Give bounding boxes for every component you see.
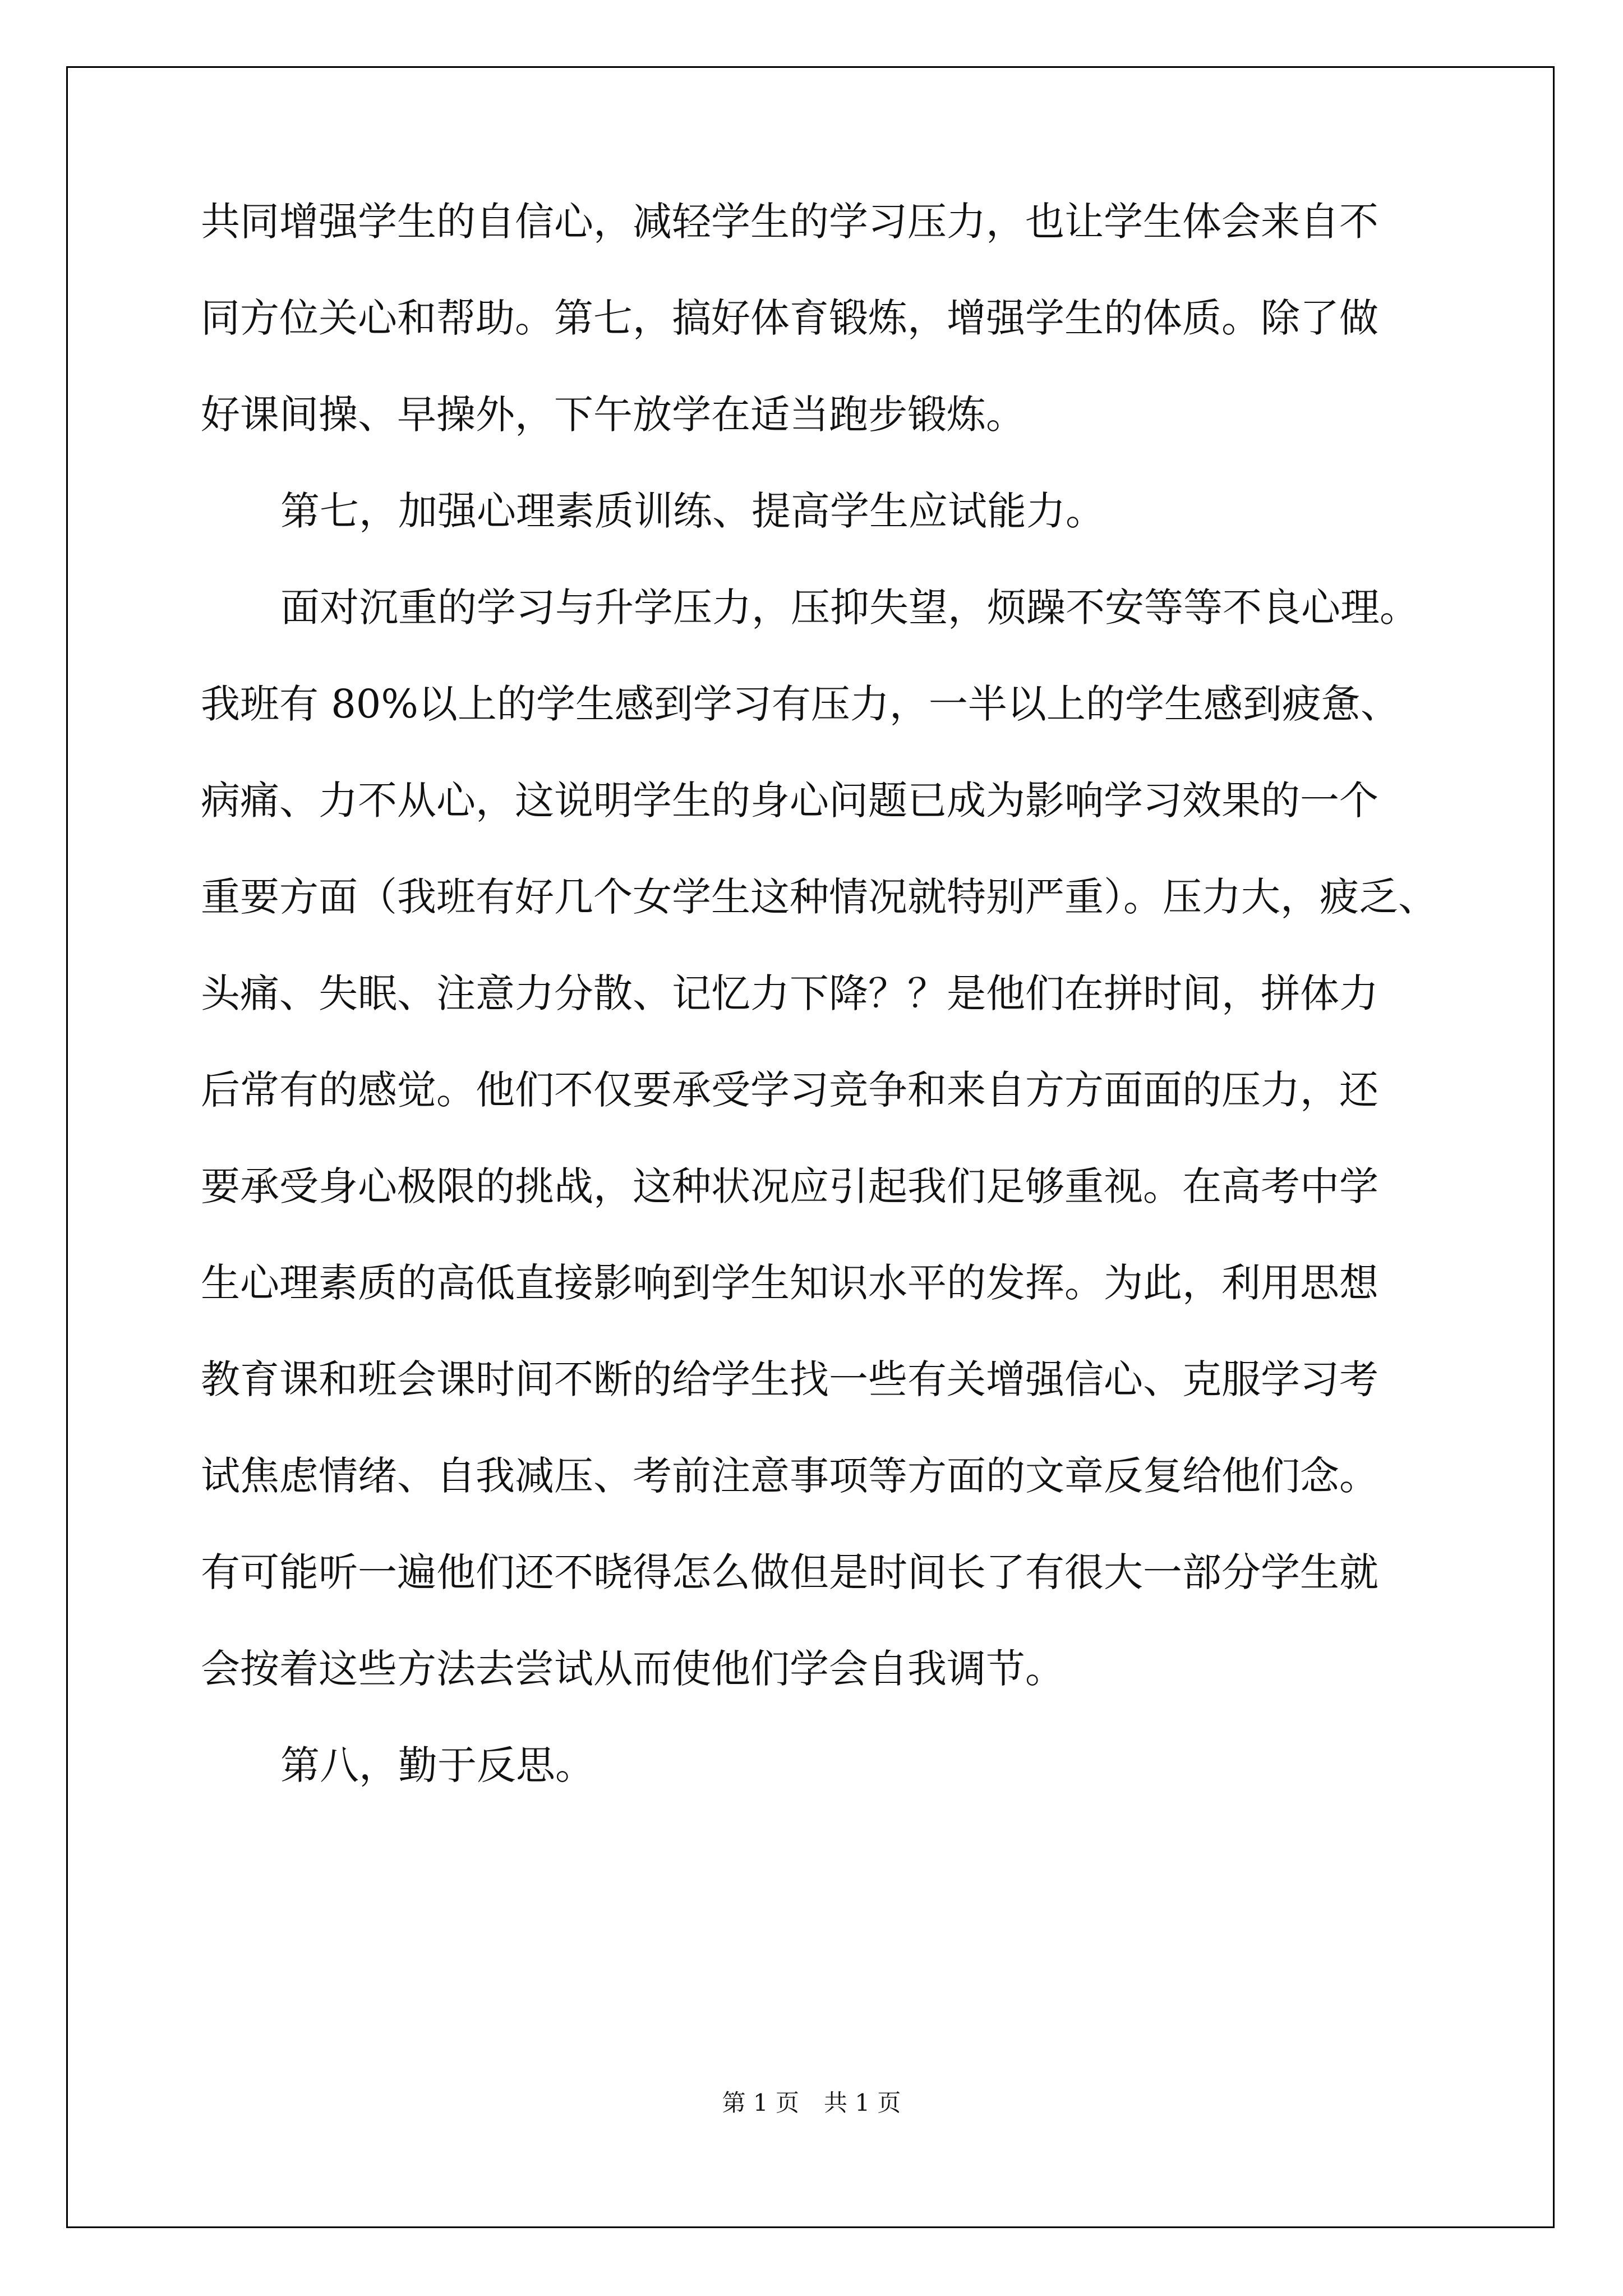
text-line: 后常有的感觉。他们不仅要承受学习竞争和来自方方面面的压力，还 [201, 1067, 1378, 1113]
text-line: 同方位关心和帮助。第七，搞好体育锻炼，增强学生的体质。除了做 [201, 295, 1378, 341]
text-line: 重要方面（我班有好几个女学生这种情况就特别严重）。压力大，疲乏、 [201, 874, 1437, 920]
text-line: 试焦虑情绪、自我减压、考前注意事项等方面的文章反复给他们念。 [201, 1453, 1378, 1499]
page-total: 共 1 页 [824, 2089, 901, 2116]
text-line: 教育课和班会课时间不断的给学生找一些有关增强信心、克服学习考 [201, 1356, 1378, 1402]
text-line: 好课间操、早操外，下午放学在适当跑步锻炼。 [201, 392, 1025, 438]
text-line: 病痛、力不从心，这说明学生的身心问题已成为影响学习效果的一个 [201, 777, 1378, 823]
text-line: 会按着这些方法去尝试从而使他们学会自我调节。 [201, 1646, 1064, 1692]
text-line: 我班有 80%以上的学生感到学习有压力，一半以上的学生感到疲惫、 [201, 681, 1400, 727]
text-line: 头痛、失眠、注意力分散、记忆力下降？？是他们在拼时间，拼体力 [201, 970, 1378, 1016]
page-footer [0, 2091, 1623, 2115]
text-line: 要承受身心极限的挑战，这种状况应引起我们足够重视。在高考中学 [201, 1163, 1378, 1209]
text-line: 面对沉重的学习与升学压力，压抑失望，烦躁不安等等不良心理。 [280, 585, 1419, 631]
section-heading: 第七，加强心理素质训练、提高学生应试能力。 [280, 488, 1105, 534]
page-number: 第 1 页 [722, 2089, 799, 2116]
text-line: 有可能听一遍他们还不晓得怎么做但是时间长了有很大一部分学生就 [201, 1549, 1378, 1595]
text-line: 生心理素质的高低直接影响到学生知识水平的发挥。为此，利用思想 [201, 1260, 1378, 1306]
page-border [66, 66, 1555, 2228]
section-heading: 第八，勤于反思。 [280, 1742, 594, 1788]
text-line: 共同增强学生的自信心，减轻学生的学习压力，也让学生体会来自不 [201, 199, 1378, 245]
